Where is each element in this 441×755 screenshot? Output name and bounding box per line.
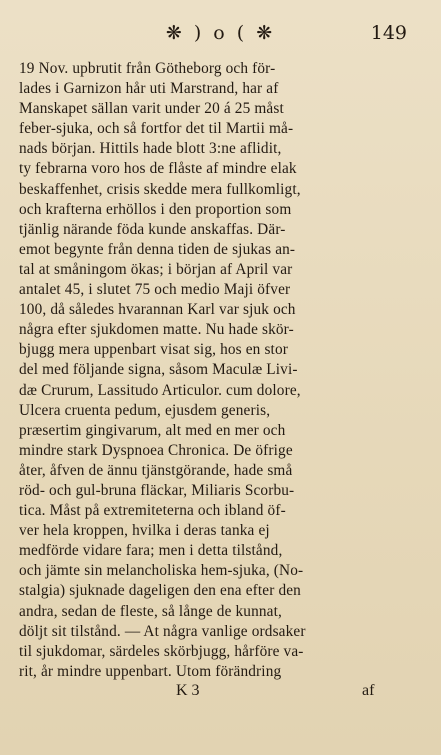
text-line: medförde vidare fara; men i detta tilstånd, (19, 542, 283, 560)
text-line: del med följande signa, såsom Maculæ Livi- (19, 361, 298, 379)
text-line: beskaffenhet, crisis skedde mera fullkomligt, (19, 180, 301, 198)
text-line: några efter sjukdomen matte. Nu hade skör- (19, 321, 294, 339)
text-line: röd- och gul-bruna fläckar, Miliaris Scorbu- (19, 481, 295, 499)
text-line: 100, då således hvarannan Karl var sjuk och (19, 301, 296, 319)
text-line: andra, sedan de fleste, så långe de kunnat, (19, 602, 282, 620)
text-line: mindre stark Dyspnoea Chronica. De öfrige (19, 441, 293, 459)
text-line: dæ Crurum, Lassitudo Articulor. cum dolore, (19, 381, 301, 399)
text-line: præsertim gingivarum, alt med en mer och (19, 421, 286, 439)
page-footer (0, 682, 441, 704)
text-line: emot begynte från denna tiden de sjukas an- (19, 240, 296, 258)
header-ornament: ❋ ) o ( ❋ (165, 22, 276, 44)
text-line: bjugg mera uppenbart visat sig, hos en stor (19, 341, 288, 359)
text-line: ty febrarna voro hos de flåste af mindre elak (19, 160, 297, 178)
text-line: tica. Måst på extremiteterna och ibland öf- (19, 502, 286, 520)
text-line: feber-sjuka, och så fortfor det til Martii må- (19, 120, 294, 138)
text-line: antalet 45, i slutet 75 och medio Maji öfver (19, 281, 291, 299)
text-line: 19 Nov. upbrutit från Götheborg och för- (19, 60, 276, 77)
text-line: nads början. Hittils hade blott 3:ne aflidit, (19, 140, 282, 158)
text-line: lades i Garnizon hår uti Marstrand, har af (19, 80, 279, 98)
text-line: och jämte sin melancholiska hem-sjuka, (No- (19, 562, 304, 580)
text-line: åter, åfven de ännu tjänstgörande, hade små (19, 461, 293, 479)
text-line: til sjukdomar, särdeles skörbjugg, hårföre va- (19, 642, 304, 660)
text-line: Ulcera cruenta pedum, ejusdem generis, (19, 401, 271, 419)
text-line: ver hela kroppen, hvilka i deras tanka ej (19, 522, 270, 540)
page-header (0, 22, 441, 46)
text-line: och krafterna erhöllos i den proportion som (19, 200, 292, 218)
text-line: stalgia) sjuknade dageligen den ena efter den (19, 582, 301, 600)
text-line: tjänlig närande föda kunde anskaffas. Där- (19, 220, 286, 238)
page-number: 149 (370, 22, 407, 44)
signature-mark: K 3 (176, 682, 200, 699)
text-line: tal at småningom ökas; i början af April var (19, 260, 293, 278)
body-text (19, 59, 421, 682)
text-line: Manskapet sällan varit under 20 á 25 måst (19, 100, 284, 118)
catchword: af (362, 682, 375, 699)
text-line: döljt sit tilstånd. — At några vanlige ordsaker (19, 622, 306, 640)
text-line: rit, år mindre uppenbart. Utom förändring (19, 662, 282, 680)
